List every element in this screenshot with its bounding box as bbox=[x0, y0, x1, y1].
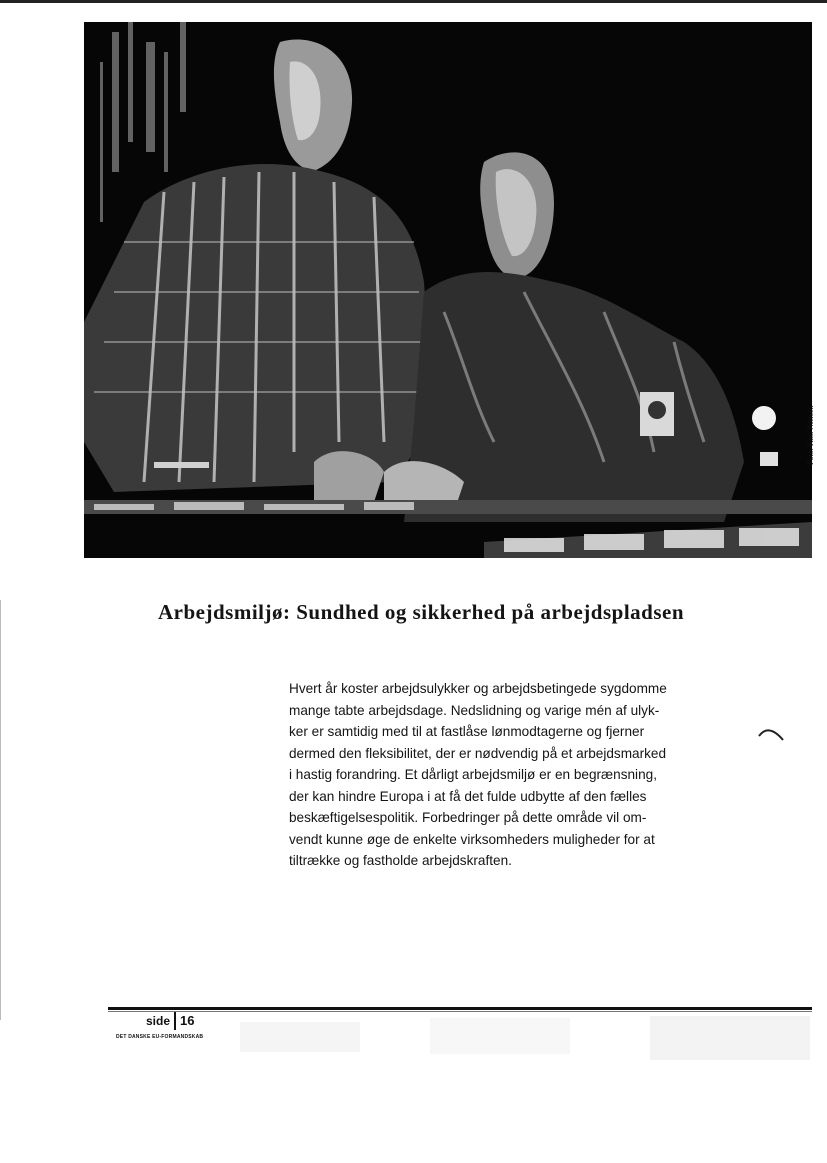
footer-rule bbox=[108, 1011, 812, 1012]
publication-name: DET DANSKE EU-FORMANDSKAB bbox=[116, 1034, 204, 1040]
scan-edge bbox=[0, 600, 1, 1020]
body-line: der kan hindre Europa i at få det fulde udbytte af den fælles bbox=[289, 788, 647, 804]
body-line: tiltrække og fastholde arbejdskraften. bbox=[289, 853, 512, 868]
body-line: beskæftigelsespolitik. Forbedringer på dette område vil om- bbox=[289, 810, 647, 825]
article-body bbox=[289, 678, 699, 872]
article-photo bbox=[84, 22, 812, 558]
scan-edge bbox=[0, 0, 827, 3]
body-line: vendt kunne øge de enkelte virksomheders muligheder for at bbox=[289, 831, 655, 847]
body-line: dermed den fleksibilitet, der er nødvendig på et arbejdsmarked bbox=[289, 745, 667, 761]
body-line: Hvert år koster arbejdsulykker og arbejdsbetingede sygdomme bbox=[289, 681, 667, 696]
scan-noise bbox=[230, 1014, 815, 1069]
margin-mark bbox=[757, 726, 785, 742]
body-line: i hastig forandring. Et dårligt arbejdsmiljø er en begrænsning, bbox=[289, 767, 657, 782]
article-title: Arbejdsmiljø: Sundhed og sikkerhed på arbejdspladsen bbox=[158, 600, 685, 624]
photo-credit: Foto: Kim Nielsen bbox=[806, 405, 815, 465]
body-line: mange tabte arbejdsdage. Nedslidning og varige mén af ulyk- bbox=[289, 702, 660, 718]
page-number: 16 bbox=[180, 1013, 195, 1028]
page-separator bbox=[174, 1012, 176, 1030]
footer-rule bbox=[108, 1007, 812, 1010]
page-label: side bbox=[146, 1014, 171, 1028]
body-line: ker er samtidig med til at fastlåse lønmodtagerne og fjerner bbox=[289, 724, 645, 739]
